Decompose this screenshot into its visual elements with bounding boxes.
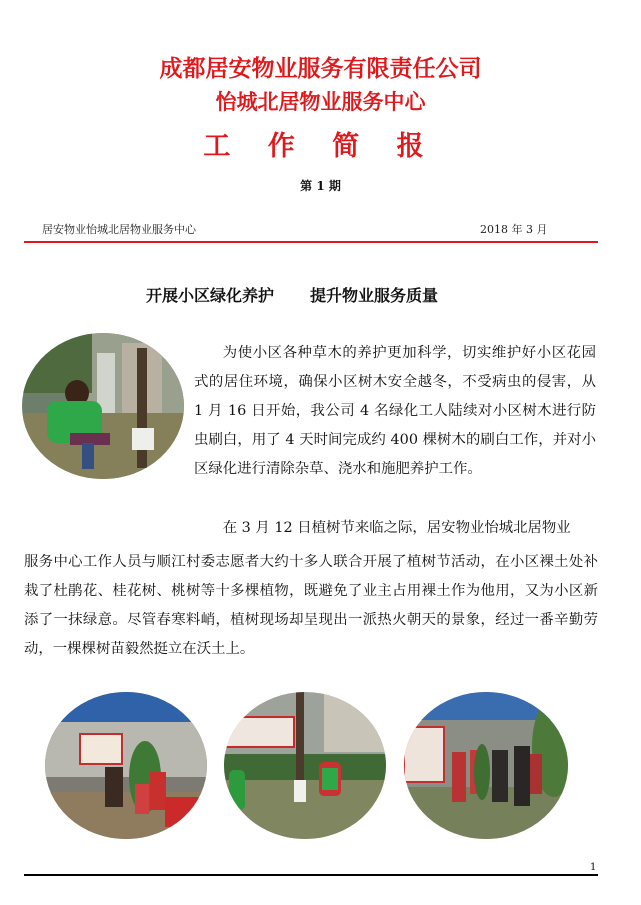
paragraph-arbor-day-intro: 在 3 月 12 日植树节来临之际，居安物业怡城北居物业 bbox=[222, 520, 571, 536]
publisher-name: 居安物业怡城北居物业服务中心 bbox=[42, 223, 196, 236]
paragraph-arbor-day: 服务中心工作人员与顺江村委志愿者大约十多人联合开展了植树节活动，在小区裸土处补栽了杜鹃花、桂花树、桃树等十多棵植物，既避免了业主占用裸土作为他用，又为小区新添了一抹绿意。尽管春寒料峭，植树现场却呈现出一派热火朝天的景象，经过一番辛勤劳动，一棵棵树苗毅然挺立在沃土上。 bbox=[24, 554, 598, 657]
bulletin-title: 工 作 简 报 bbox=[203, 131, 438, 162]
paragraph-tree-care: 为使小区各种草木的养护更加科学，切实维护好小区花园式的居住环境，确保小区树木安全越冬，不受病虫的侵害，从 1 月 16 日开始，我公司 4 名绿化工人陆续对小区树木进行防虫刷白，用了 4 天时间完成约 400 棵树木的刷白工作，并对小区绿化进行清除杂草、浇水和施肥养护工作。 bbox=[194, 345, 596, 477]
publish-date: 2018 年 3 月 bbox=[480, 223, 548, 236]
header-divider bbox=[24, 241, 598, 243]
page-number: 1 bbox=[590, 862, 597, 873]
service-center-name: 怡城北居物业服务中心 bbox=[215, 89, 426, 114]
photo-tree-whitewashing bbox=[22, 333, 184, 479]
article-headline bbox=[146, 283, 438, 306]
organization-name: 成都居安物业服务有限责任公司 bbox=[159, 55, 482, 82]
issue-number: 第 1 期 bbox=[300, 179, 341, 193]
footer-rule bbox=[24, 874, 598, 876]
photo-planting-1 bbox=[45, 692, 207, 839]
photo-group-planting bbox=[404, 692, 568, 839]
headline-part-2: 提升物业服务质量 bbox=[310, 286, 439, 305]
headline-part-1: 开展小区绿化养护 bbox=[146, 286, 275, 305]
photo-planting-2 bbox=[224, 692, 386, 839]
